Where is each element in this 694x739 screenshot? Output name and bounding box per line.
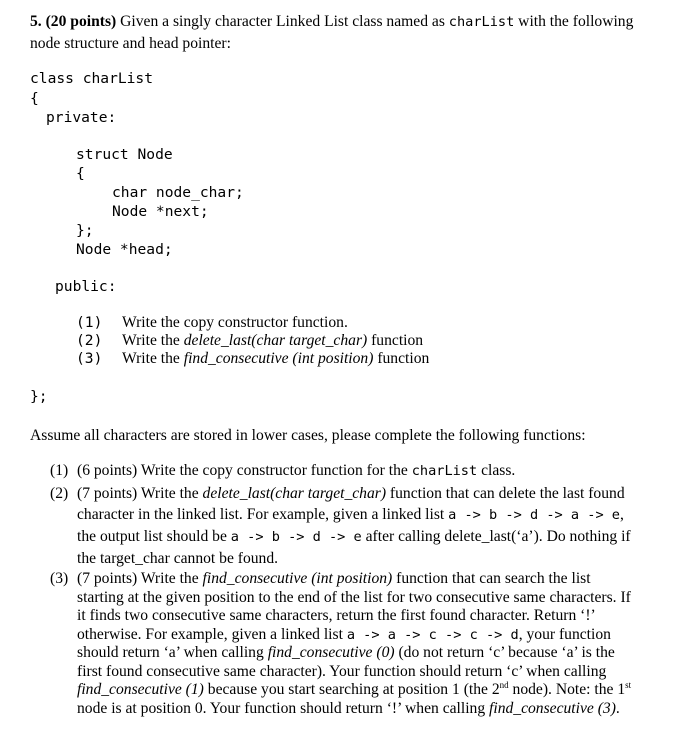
task-list [50,460,670,719]
assumption-paragraph: Assume all characters are stored in lower cases, please complete the following functions: [30,427,586,444]
code-class-decl: class charList [30,70,154,87]
public-methods-list [76,314,429,368]
intro-text: Given a singly character Linked List class named as [116,13,449,30]
code-private: private: [46,109,117,126]
code-head: Node *head; [76,241,173,258]
code-open-brace: { [30,90,39,107]
list-item: (2) Write the delete_last(char target_char) function [76,332,424,349]
class-name-inline: charList [448,14,515,30]
task-item-3: (3) (7 points) Write the find_consecutive (int position) function that can search the list starting at the given position to the end of the list for two consecutive same characters. If it finds two consecutive same characters, return the first found character. Return ‘!’ otherwise. For example, given a linked list a -> a -> c -> c -> d, your function should return ‘a’ when calling find_consecutive (0) (do not return ‘c’ because ‘a’ is the first found consecutive same character). Your function should return ‘c’ when calling find_consecutive (1) because you start searching at position 1 (the 2nd node). Note: the 1st node is at position 0. Your function should return ‘!’ when calling find_consecutive (3). [50,570,632,717]
question-intro [30,11,670,54]
intro-text-2: with the following [514,13,634,30]
question-points: (20 points) [45,13,117,30]
code-public: public: [55,278,117,295]
task-item-1: (1) (6 points) Write the copy constructor function for the charList class. [50,462,516,479]
code-field-next: Node *next; [112,203,209,220]
code-struct-decl: struct Node [76,146,173,163]
code-field-char: char node_char; [112,184,244,201]
code-struct-close: }; [76,222,94,239]
list-item: (1) Write the copy constructor function. [76,314,348,331]
intro-line-2: node structure and head pointer: [30,35,231,52]
code-class-close: }; [30,388,48,405]
task-item-2: (2) (7 points) Write the delete_last(char target_char) function that can delete the last found character in the linked list. For example, given a linked list a -> b -> d -> a -> e, the output list should be a -> b -> d -> e after calling delete_last(‘a’). Do nothing if the target_char cannot be found. [50,485,631,567]
list-item: (3) Write the find_consecutive (int position) function [76,350,430,367]
question-number: 5. [30,13,42,30]
code-struct-open: { [76,165,85,182]
